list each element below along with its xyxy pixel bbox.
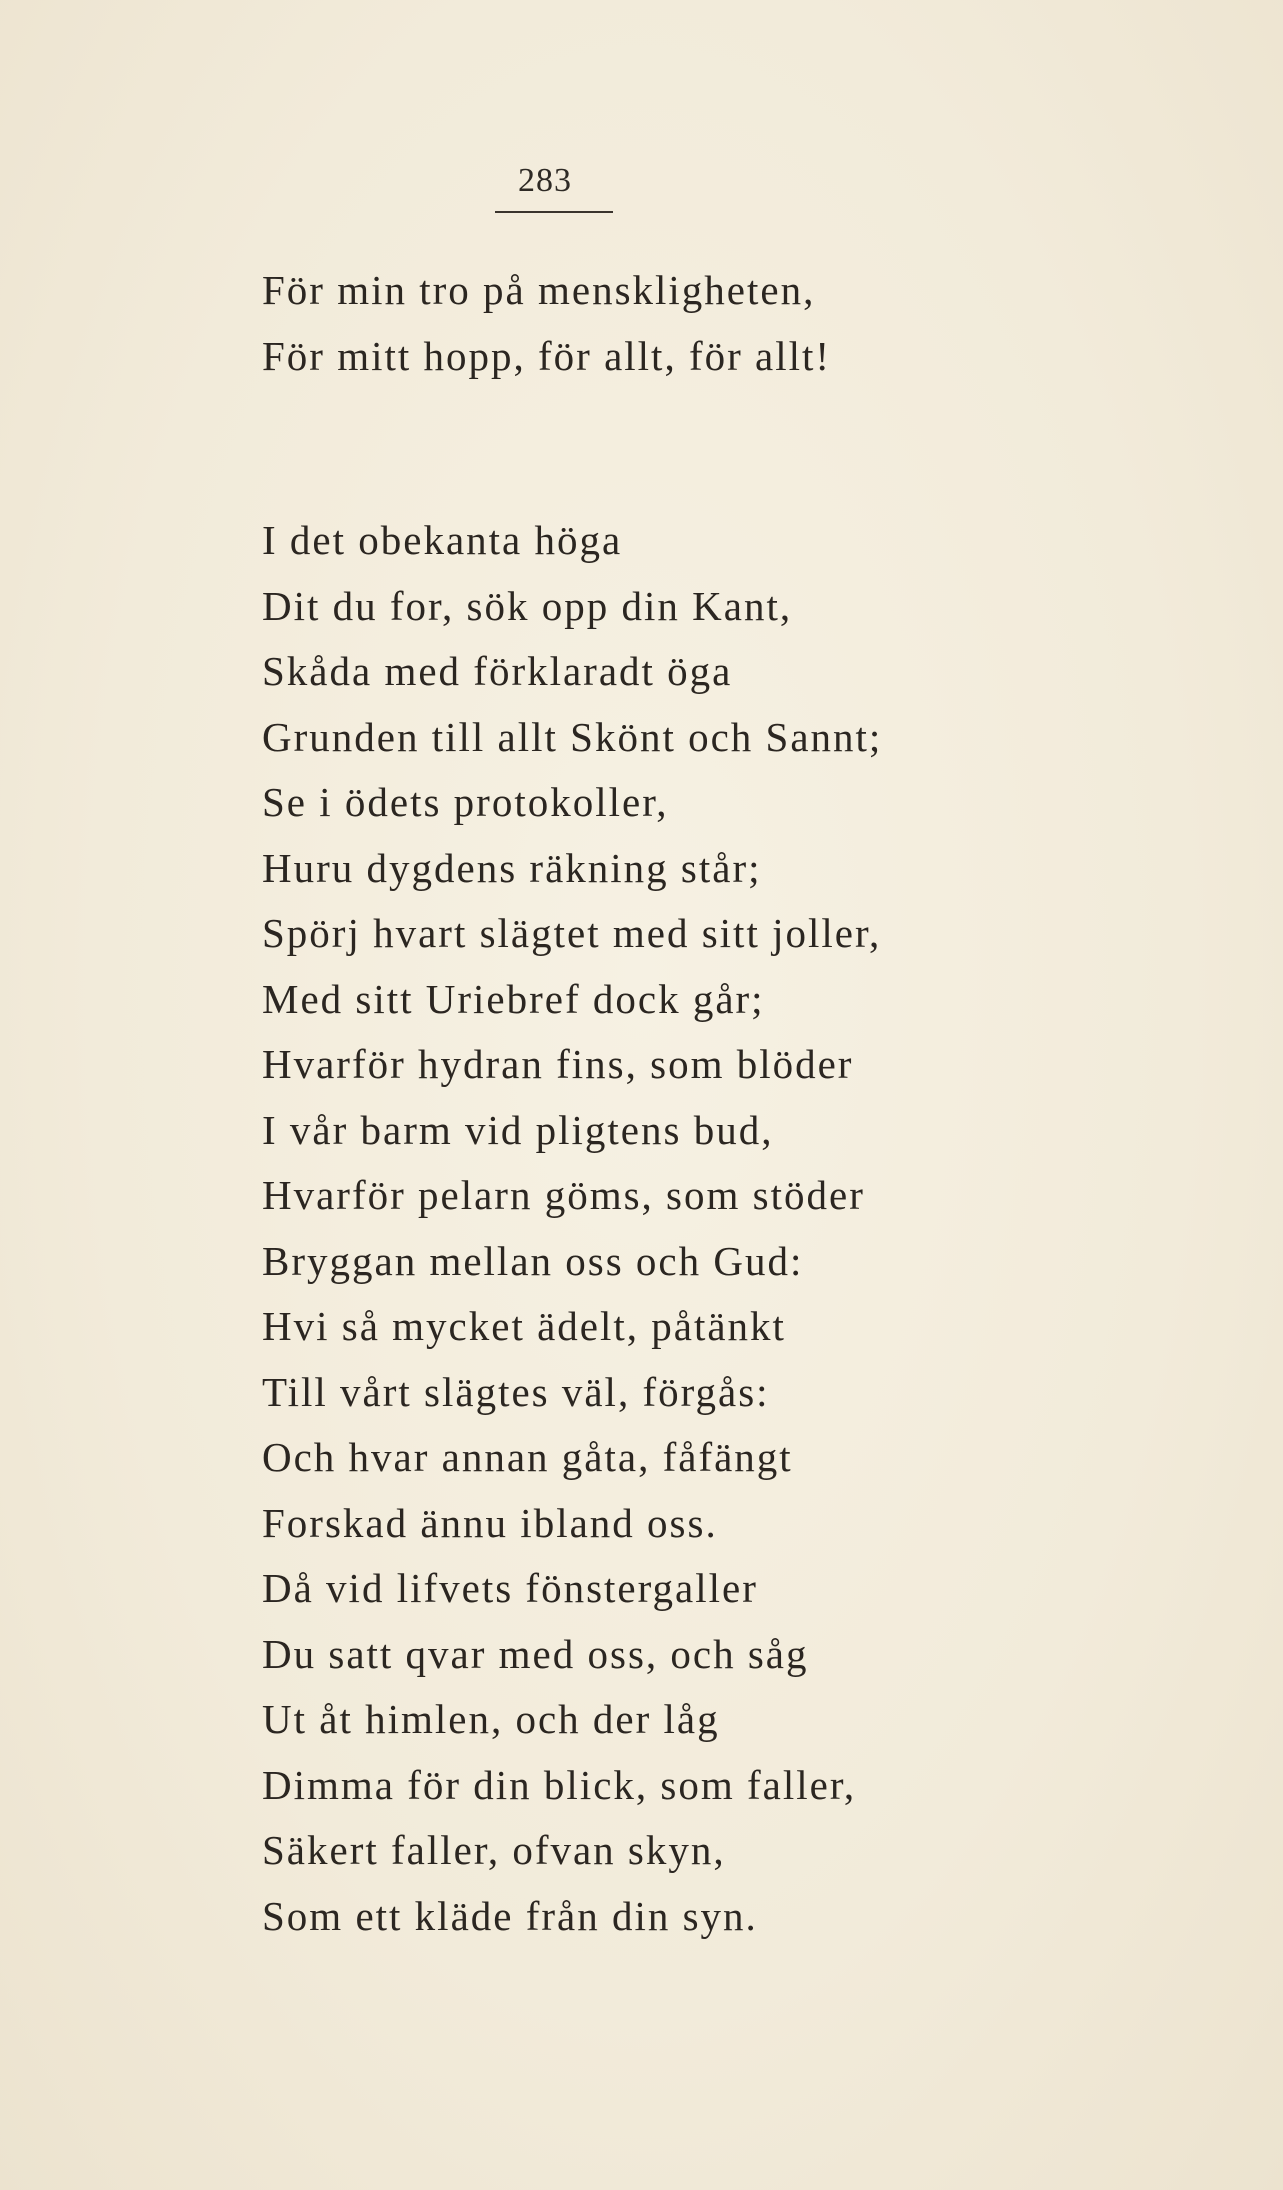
poem-line: Huru dygdens räkning står; bbox=[262, 844, 762, 891]
poem-line: Säkert faller, ofvan skyn, bbox=[262, 1827, 726, 1873]
poem-line: Du satt qvar med oss, och såg bbox=[262, 1630, 809, 1677]
poem-line: Skåda med förklaradt öga bbox=[262, 648, 733, 694]
poem-line: Till vårt slägtes väl, förgås: bbox=[262, 1368, 770, 1415]
poem-line: Hvarför hydran fins, som blöder bbox=[262, 1041, 854, 1087]
poem-line: För min tro på menskligheten, bbox=[262, 267, 816, 313]
poem-line: Med sitt Uriebref dock går; bbox=[262, 975, 765, 1022]
poem-line: Hvarför pelarn göms, som stöder bbox=[262, 1172, 865, 1218]
page-number-rule bbox=[495, 211, 613, 213]
poem-line: Ut åt himlen, och der låg bbox=[262, 1696, 720, 1742]
poem-line: Hvi så mycket ädelt, påtänkt bbox=[262, 1303, 786, 1349]
poem-line: I vår barm vid pligtens bud, bbox=[262, 1106, 774, 1153]
page-number: 283 bbox=[518, 162, 572, 199]
poem-line: Bryggan mellan oss och Gud: bbox=[262, 1237, 804, 1284]
poem-line: Se i ödets protokoller, bbox=[262, 779, 669, 825]
stanza-1 bbox=[262, 258, 831, 389]
poem-line: Dit du for, sök opp din Kant, bbox=[262, 582, 793, 629]
poem-line: Forskad ännu ibland oss. bbox=[262, 1499, 718, 1546]
poem-line: Grunden till allt Skönt och Sannt; bbox=[262, 713, 883, 760]
poem-line: I det obekanta höga bbox=[262, 517, 623, 563]
poem-line: Som ett kläde från din syn. bbox=[262, 1892, 758, 1939]
poem-line: Dimma för din blick, som faller, bbox=[262, 1761, 857, 1808]
poem-line: För mitt hopp, för allt, för allt! bbox=[262, 332, 832, 379]
poem-line: Då vid lifvets fönstergaller bbox=[262, 1565, 758, 1611]
stanza-2 bbox=[262, 508, 882, 1949]
poem-line: Spörj hvart slägtet med sitt joller, bbox=[262, 910, 882, 956]
poem-line: Och hvar annan gåta, fåfängt bbox=[262, 1434, 793, 1480]
